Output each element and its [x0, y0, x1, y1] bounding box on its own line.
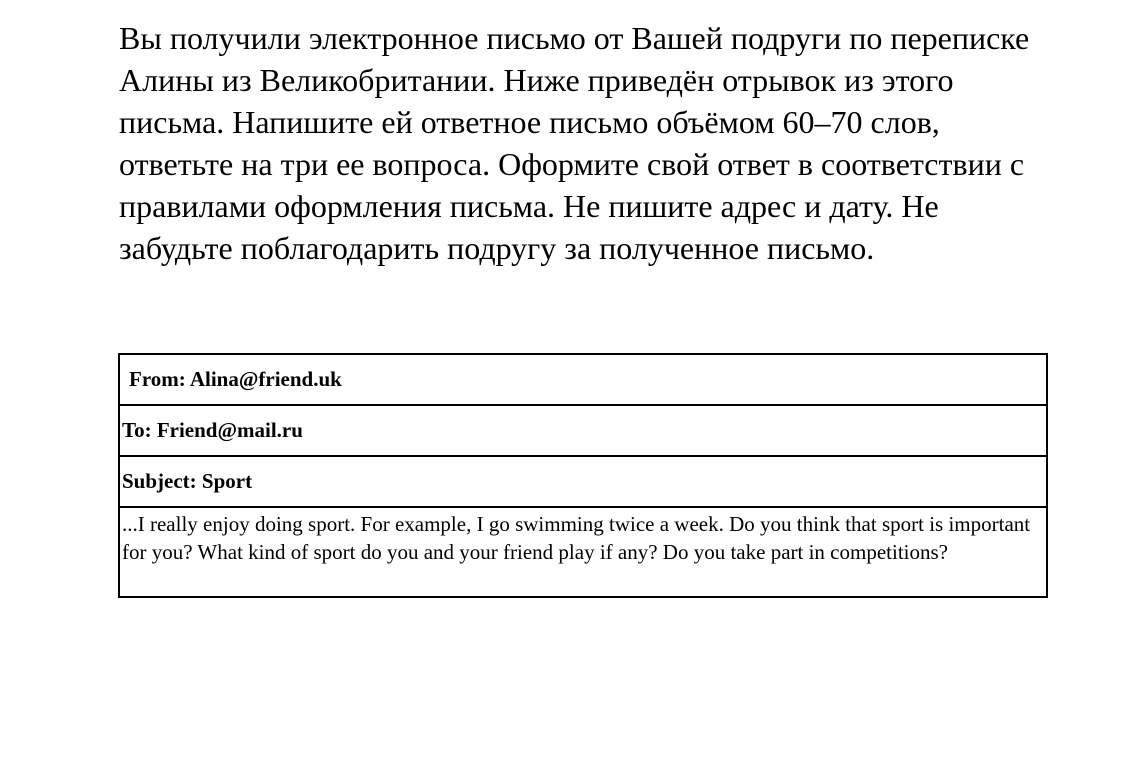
email-to-row	[119, 405, 1047, 456]
email-subject-row	[119, 456, 1047, 507]
email-from-row	[119, 354, 1047, 405]
task-instructions: Вы получили электронное письмо от Вашей подруги по переписке Алины из Великобритании. Ниже приведён отрывок из этого письма. Напишите ей ответное письмо объёмом 60–70 слов, ответьте на три ее вопроса. Оформите свой ответ в соответствии с правилами оформления письма. Не пишите адрес и дату. Не забудьте поблагодарить подругу за полученное письмо.	[119, 20, 1030, 266]
email-subject: Subject: Sport	[119, 456, 1047, 507]
email-to: To: Friend@mail.ru	[119, 405, 1047, 456]
email-body-row	[119, 507, 1047, 597]
email-table	[118, 353, 1048, 598]
email-body: ...I really enjoy doing sport. For example, I go swimming twice a week. Do you think that sport is important for you? What kind of sport do you and your friend play if any? Do you take part in competitions?	[119, 507, 1047, 597]
email-from: From: Alina@friend.uk	[119, 354, 1047, 405]
